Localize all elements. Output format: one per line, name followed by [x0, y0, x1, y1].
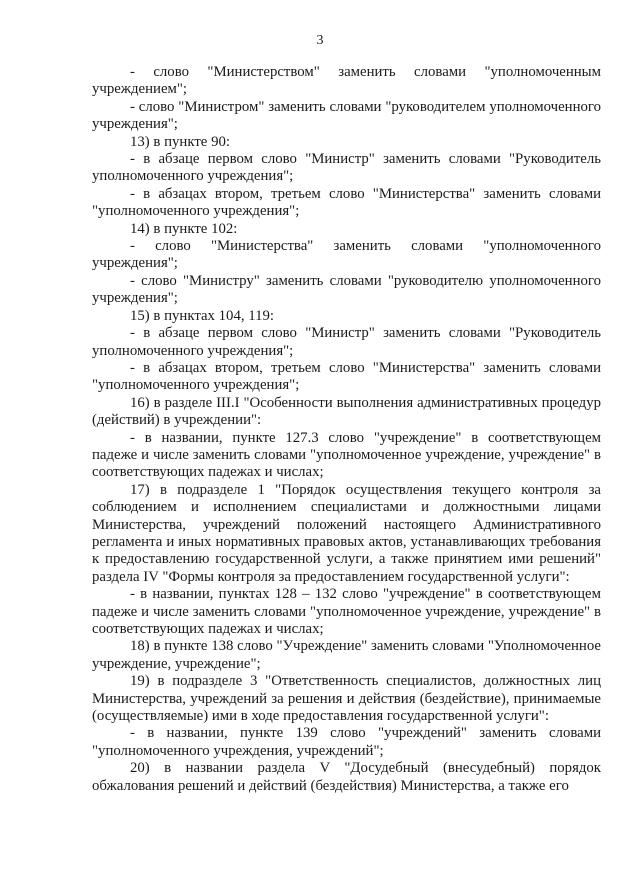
paragraph: 18) в пункте 138 слово "Учреждение" заменить словами "Уполномоченное учреждение, учреждение";: [92, 638, 601, 672]
page-number: 3: [316, 33, 324, 48]
paragraph: - в названии, пункте 139 слово "учреждений" заменить словами "уполномоченного учреждения, учреждений";: [92, 725, 601, 759]
paragraph: 14) в пункте 102:: [130, 220, 238, 237]
paragraph: 13) в пункте 90:: [130, 133, 230, 150]
paragraph: - слово "Министерства" заменить словами "уполномоченного учреждения";: [92, 238, 601, 272]
paragraph: 19) в подразделе 3 "Ответственность специалистов, должностных лиц Министерства, учреждений за решения и действия (бездействие), принимаемые (осуществляемые) ими в ходе предоставления государственной услуги":: [92, 673, 601, 725]
paragraph: - в абзаце первом слово "Министр" заменить словами "Руководитель уполномоченного учреждения";: [92, 151, 601, 185]
paragraph: 20) в названии раздела V "Досудебный (внесудебный) порядок обжалования решений и действий (бездействия) Министерства, а также его: [92, 760, 601, 794]
paragraph: - в названии, пункте 127.3 слово "учреждение" в соответствующем падеже и числе заменить словами "уполномоченное учреждение, учреждение" в соответствующих падежах и числах;: [92, 429, 601, 481]
paragraph: - в абзацах втором, третьем слово "Министерства" заменить словами "уполномоченного учреждения";: [92, 185, 601, 220]
paragraph: 16) в разделе III.I "Особенности выполнения административных процедур (действий) в учреждении":: [92, 394, 601, 429]
paragraph: - в абзацах втором, третьем слово "Министерства" заменить словами "уполномоченного учреждения";: [92, 359, 601, 394]
paragraph: 17) в подразделе 1 "Порядок осуществления текущего контроля за соблюдением и исполнением специалистами и должностными лицами Министерства, учреждений положений настоящего Административного регламента и иных нормативных правовых актов, устанавливающих требования к предоставлению государственной услуги, а также принятием ими решений" раздела IV "Формы контроля за предоставлением государственной услуги":: [92, 481, 601, 585]
paragraph: - в абзаце первом слово "Министр" заменить словами "Руководитель уполномоченного учреждения";: [92, 325, 601, 359]
paragraph: 15) в пунктах 104, 119:: [130, 307, 275, 324]
paragraph: - в названии, пунктах 128 – 132 слово "учреждение" в соответствующем падеже и числе заменить словами "уполномоченное учреждение, учреждение" в соответствующих падежах и числах;: [92, 586, 601, 637]
paragraph: - слово "Министерством" заменить словами "уполномоченным учреждением";: [92, 64, 601, 98]
document-body: [92, 64, 601, 795]
paragraph: - слово "Министром" заменить словами "руководителем уполномоченного учреждения";: [92, 98, 601, 133]
paragraph: - слово "Министру" заменить словами "руководителю уполномоченного учреждения";: [92, 272, 601, 307]
